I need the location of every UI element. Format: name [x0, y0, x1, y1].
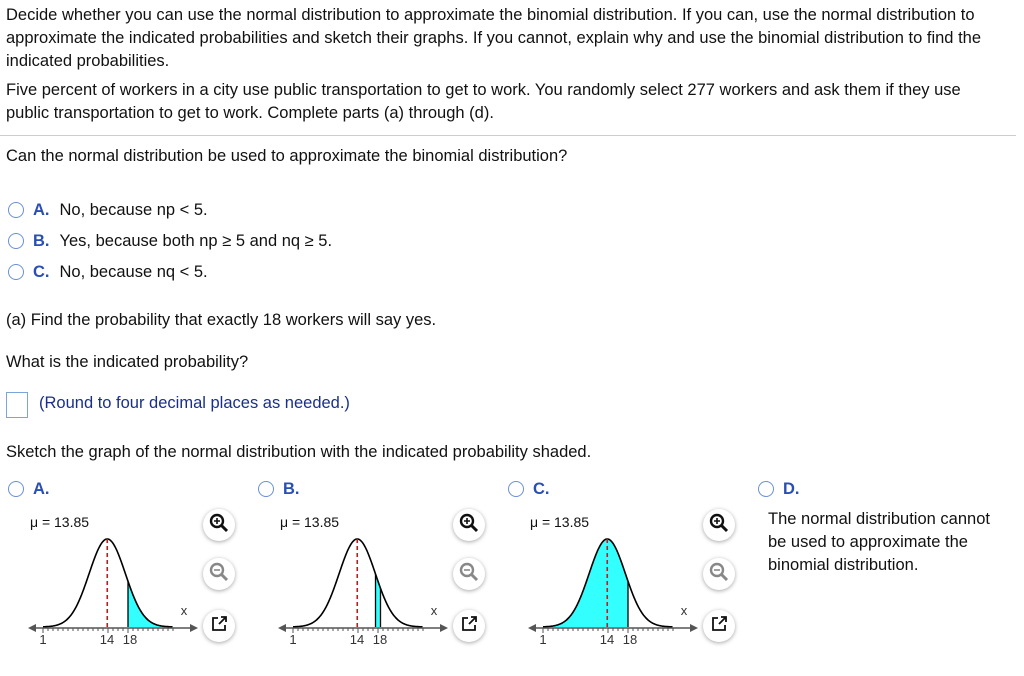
axis-arrow-left [528, 624, 536, 632]
tick-label: 14 [349, 632, 365, 647]
mean-label: μ = 13.85 [280, 514, 340, 530]
open-graph-button[interactable] [703, 610, 735, 642]
open-graph-button[interactable] [453, 610, 485, 642]
external-link-icon [210, 615, 228, 638]
axis-label: x [180, 603, 188, 618]
option-letter: C. [533, 480, 550, 498]
question-normal-approx: Can the normal distribution be used to approximate the binomial distribution? [6, 147, 568, 165]
axis-arrow-right [440, 624, 448, 632]
probability-answer-input[interactable] [6, 392, 28, 418]
axis-label: x [430, 603, 438, 618]
instructions: Decide whether you can use the normal distribution to approximate the binomial distribution. If you can, use the normal distribution to approximate the indicated probabilities and sketch their graphs. If you cannot, explain why and use the binomial distribution to find the indicated probabilities. [6, 6, 982, 70]
option-d-text: The normal distribution cannot be used to approximate the binomial distribution. [768, 510, 990, 574]
option-b[interactable] [8, 232, 332, 251]
option-letter: D. [783, 480, 800, 498]
option-text: No, because nq < 5. [59, 263, 208, 281]
radio-a[interactable] [8, 202, 24, 218]
rounding-hint: (Round to four decimal places as needed.) [39, 394, 350, 412]
zoom-out-icon [209, 562, 229, 587]
option-letter: A. [33, 201, 50, 219]
radio-b[interactable] [258, 481, 274, 497]
zoom-out-button[interactable] [703, 558, 735, 590]
zoom-in-icon [709, 513, 729, 538]
normal-curve-graph [26, 530, 201, 655]
mean-label: μ = 13.85 [530, 514, 590, 530]
graph-option-b[interactable] [258, 480, 508, 660]
zoom-in-icon [209, 513, 229, 538]
zoom-in-icon [459, 513, 479, 538]
axis-arrow-left [278, 624, 286, 632]
normal-curve-graph [276, 530, 451, 655]
option-text: No, because np < 5. [59, 201, 208, 219]
radio-c[interactable] [508, 481, 524, 497]
radio-d[interactable] [758, 481, 774, 497]
axis-arrow-left [28, 624, 36, 632]
radio-c[interactable] [8, 264, 24, 280]
radio-a[interactable] [8, 481, 24, 497]
option-letter: B. [33, 232, 50, 250]
option-letter: A. [33, 480, 50, 498]
normal-curve-graph [526, 530, 701, 655]
external-link-icon [710, 615, 728, 638]
mean-label: μ = 13.85 [30, 514, 90, 530]
option-a[interactable] [8, 201, 208, 220]
open-graph-button[interactable] [203, 610, 235, 642]
graph-option-a[interactable] [8, 480, 258, 660]
zoom-in-button[interactable] [703, 509, 735, 541]
option-c[interactable] [8, 263, 208, 282]
graph-option-c[interactable] [508, 480, 758, 660]
question-probability: What is the indicated probability? [6, 353, 249, 371]
tick-label: 14 [599, 632, 615, 647]
external-link-icon [460, 615, 478, 638]
tick-label: 18 [372, 632, 388, 647]
axis-arrow-right [690, 624, 698, 632]
zoom-in-button[interactable] [203, 509, 235, 541]
axis-label: x [680, 603, 688, 618]
zoom-out-icon [459, 562, 479, 587]
sketch-prompt: Sketch the graph of the normal distribution with the indicated probability shaded. [6, 443, 592, 461]
shaded-region [128, 581, 173, 627]
radio-b[interactable] [8, 233, 24, 249]
zoom-out-button[interactable] [203, 558, 235, 590]
tick-label: 18 [622, 632, 638, 647]
zoom-out-icon [709, 562, 729, 587]
tick-label: 1 [539, 632, 547, 647]
part-a-text: (a) Find the probability that exactly 18 workers will say yes. [6, 311, 437, 329]
option-text: Yes, because both np ≥ 5 and nq ≥ 5. [59, 232, 333, 250]
tick-label: 18 [122, 632, 138, 647]
tick-label: 1 [289, 632, 297, 647]
tick-label: 14 [99, 632, 115, 647]
zoom-out-button[interactable] [453, 558, 485, 590]
axis-arrow-right [190, 624, 198, 632]
zoom-in-button[interactable] [453, 509, 485, 541]
problem-statement: Five percent of workers in a city use public transportation to get to work. You randomly select 277 workers and ask them if they use public transportation to get to work. Complete parts (a) through (d). [6, 81, 961, 122]
option-letter: B. [283, 480, 300, 498]
tick-label: 1 [39, 632, 47, 647]
graph-option-d[interactable] [758, 480, 1008, 660]
divider [0, 135, 1016, 136]
option-letter: C. [33, 263, 50, 281]
